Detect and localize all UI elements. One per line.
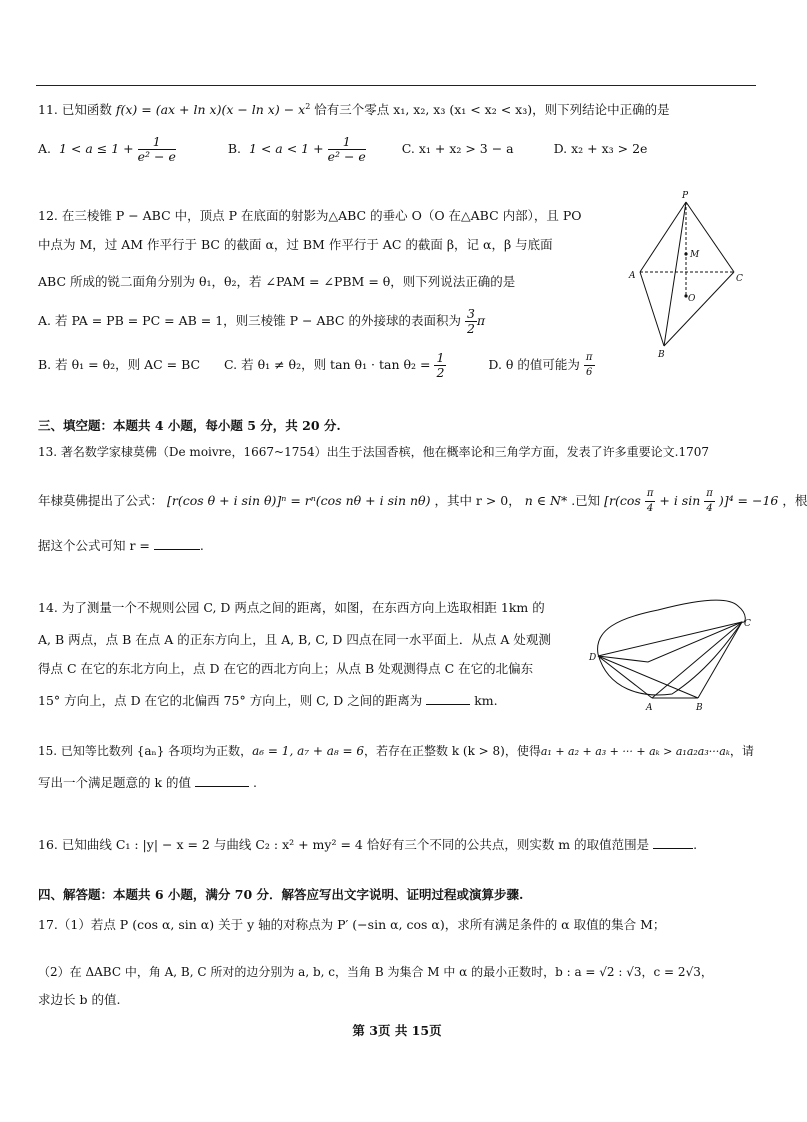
q11-option-d: D. x₂ + x₃ > 2e bbox=[553, 141, 648, 156]
label-m: M bbox=[690, 250, 700, 260]
label-o: O bbox=[688, 294, 696, 304]
label-b: B bbox=[658, 350, 665, 360]
label-c: C bbox=[736, 274, 743, 284]
label-p: P bbox=[682, 191, 689, 201]
q16-answer-blank[interactable] bbox=[653, 848, 693, 849]
q13-line1: 13. 著名数学家棣莫佛（De moivre，1667~1754）出生于法国香槟，他在概率论和三角学方面，发表了许多重要论文.1707 bbox=[38, 445, 709, 459]
q14-answer-blank[interactable] bbox=[426, 704, 470, 705]
section-4-heading: 四、解答题：本题共 6 小题，满分 70 分．解答应写出文字说明、证明过程或演算步骤. bbox=[38, 887, 524, 902]
page-footer: 第 3页 共 15页 bbox=[352, 1023, 442, 1038]
label-a: A bbox=[629, 271, 636, 281]
q12-option-c: C. 若 θ₁ ≠ θ₂，则 tan θ₁ · tan θ₂ = $\frac{1}{2}$ bbox=[224, 350, 445, 380]
park-figure bbox=[588, 594, 766, 718]
q13-line2: 年棣莫佛提出了公式： [r(cos θ + i sin θ)]ⁿ = rⁿ(cos nθ + i sin nθ) ，其中 r > 0， n ∈ N* .已知 [r(cos $\frac{\pi}{4}$ + i sin $\frac{\pi}{4}$ )]⁴ = −16 ，根 bbox=[38, 488, 807, 514]
label-c-park: C bbox=[744, 619, 751, 629]
q11-stem: 11. 已知函数 $f(x) = (ax + \ln x)(x - \ln x) - x^2$ 恰有三个零点 x₁, x₂, x₃ (x₁ < x₂ < x₃)，则下列结论中正确的是 bbox=[38, 102, 670, 118]
label-b-park: B bbox=[696, 703, 703, 713]
label-d-park: D bbox=[589, 653, 597, 663]
q11-option-c: C. x₁ + x₂ > 3 − a bbox=[401, 141, 514, 156]
q12-line1: 12. 在三棱锥 P − ABC 中，顶点 P 在底面的射影为△ABC 的垂心 O（O 在△ABC 内部），且 PO bbox=[38, 208, 582, 223]
q17-line3: 求边长 b 的值. bbox=[38, 992, 121, 1007]
q11-options bbox=[38, 134, 647, 164]
q13-line3: 据这个公式可知 r = . bbox=[38, 538, 204, 553]
q15-answer-blank[interactable] bbox=[195, 786, 249, 787]
q12-line2: 中点为 M，过 AM 作平行于 BC 的截面 α，过 BM 作平行于 AC 的截面 β，记 α，β 与底面 bbox=[38, 237, 553, 252]
q14-line3: 得点 C 在它的东北方向上，点 D 在它的西北方向上；从点 B 处观测得点 C 在它的北偏东 bbox=[38, 661, 534, 676]
q13-given: [r(cos $\frac{\pi}{4}$ + i sin $\frac{\pi}{4}$ )]⁴ = −16 bbox=[604, 488, 779, 514]
q14-line2: A, B 两点，点 B 在点 A 的正东方向上，且 A, B, C, D 四点在同一水平面上．从点 A 处观测 bbox=[38, 632, 551, 647]
point-m bbox=[684, 252, 687, 255]
q17-line2: （2）在 ΔABC 中，角 A, B, C 所对的边分别为 a, b, c，当角 B 为集合 M 中 α 的最小正数时，b : a = √2 : √3，c = 2√3， bbox=[38, 965, 713, 979]
q15-line1: 15. 已知等比数列 {aₙ} 各项均为正数，a₆ = 1, a₇ + a₈ = 6，若存在正整数 k (k > 8)，使得a₁ + a₂ + a₃ + ··· + aₖ > a₁a₂a₃···aₖ，请 bbox=[38, 744, 754, 758]
pyramid-figure bbox=[622, 186, 752, 362]
header-rule bbox=[36, 85, 756, 86]
q17-line1: 17.（1）若点 P (cos α, sin α) 关于 y 轴的对称点为 P′ (−sin α, cos α)，求所有满足条件的 α 取值的集合 M； bbox=[38, 917, 666, 932]
q12-option-d: D. θ 的值可能为 $\frac{\pi}{6}$ bbox=[488, 352, 593, 378]
q12-option-a: A. 若 PA = PB = PC = AB = 1，则三棱锥 P − ABC 的外接球的表面积为 $\frac{3}{2}$ π bbox=[38, 306, 486, 336]
q16-line: 16. 已知曲线 C₁ : |y| − x = 2 与曲线 C₂ : x² + my² = 4 恰好有三个不同的公共点，则实数 m 的取值范围是 . bbox=[38, 837, 698, 852]
q12-option-b: B. 若 θ₁ = θ₂，则 AC = BC bbox=[38, 357, 201, 372]
q14-line4: 15° 方向上，点 D 在它的北偏西 75° 方向上，则 C, D 之间的距离为 km. bbox=[38, 693, 498, 708]
q11-option-b: B. 1 < a < 1 + $\frac{1}{\text{e² − e}}$ bbox=[227, 134, 366, 164]
q15-line2: 写出一个满足题意的 k 的值 . bbox=[38, 775, 257, 790]
q11-option-a: A. 1 < a ≤ 1 + $\frac{1}{\text{e² − e}}$ bbox=[38, 134, 176, 164]
label-a-park: A bbox=[646, 703, 653, 713]
demoivre-formula: [r(cos θ + i sin θ)]ⁿ = rⁿ(cos nθ + i sin nθ) bbox=[167, 493, 431, 508]
q13-answer-blank[interactable] bbox=[154, 549, 200, 550]
q12-line3: ABC 所成的锐二面角分别为 θ₁，θ₂，若 ∠PAM = ∠PBM = θ，则下列说法正确的是 bbox=[38, 274, 516, 289]
section-3-heading: 三、填空题：本题共 4 小题，每小题 5 分，共 20 分. bbox=[38, 418, 341, 433]
q12-options-bcd bbox=[38, 350, 595, 380]
q14-line1: 14. 为了测量一个不规则公园 C, D 两点之间的距离，如图，在东西方向上选取相距 1km 的 bbox=[38, 600, 545, 615]
